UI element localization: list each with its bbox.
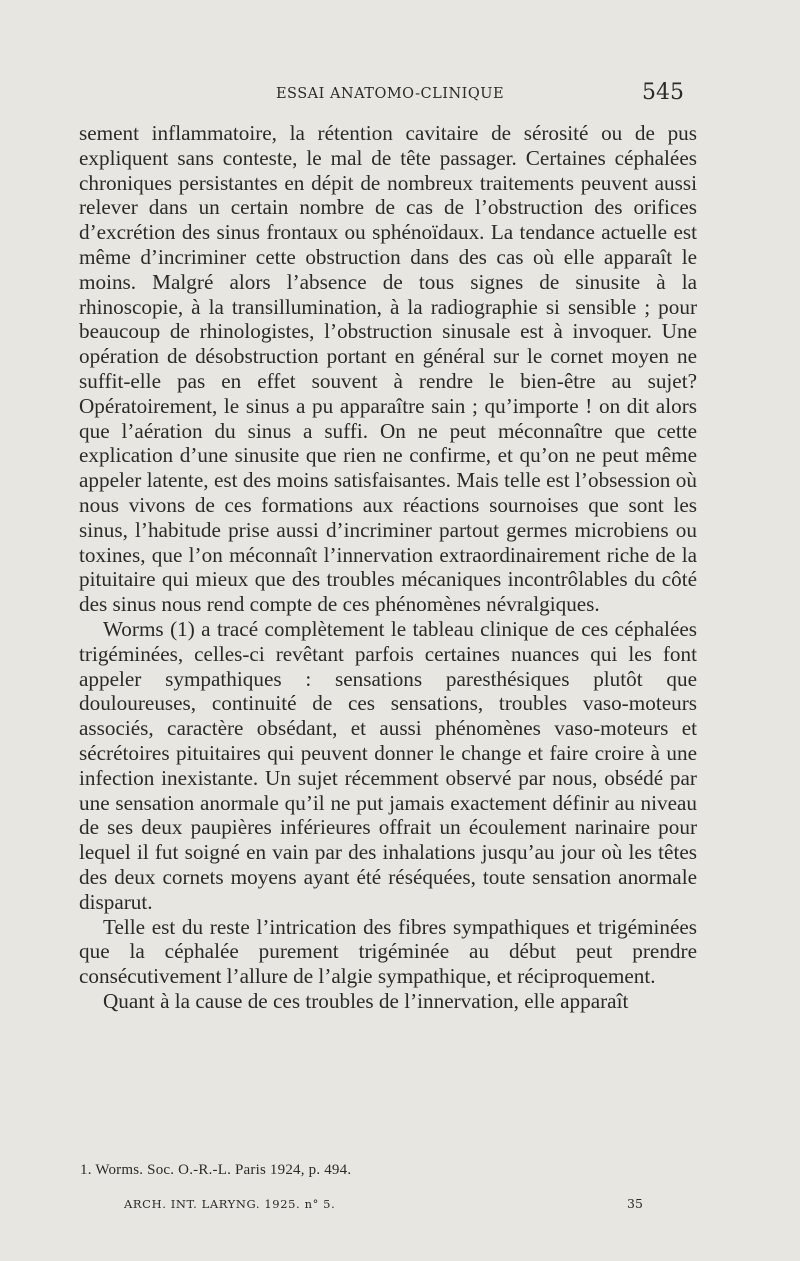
journal-signature: ARCH. INT. LARYNG. 1925. n° 5.	[124, 1197, 336, 1211]
paragraph-2: Worms (1) a tracé complètement le tableau clinique de ces céphalées trigéminées, celles-ci revêtant parfois certaines nuances qui les font appeler sympathiques : sensations paresthésiques plutôt que douloureuses, continuité de ces sensations, troubles vaso-moteurs associés, caractère obsédant, et aussi phénomènes vaso-moteurs et sécrétoires pituitaires qui peuvent donner le change et faire croire à une infection inexistante. Un sujet récemment observé par nous, obsédé par une sensation anormale qu’il ne put jamais exactement définir au niveau de ses deux paupières inférieures offrait un écoulement narinaire pour lequel il fut soigné en vain par des inhalations jusqu’au jour où les têtes des deux cornets moyens ayant été réséquées, toute sensation anormale disparut.	[79, 616, 697, 914]
paragraph-4: Quant à la cause de ces troubles de l’innervation, elle apparaît	[103, 988, 629, 1013]
sheet-number: 35	[627, 1196, 643, 1211]
body-text	[79, 121, 697, 1014]
footnote: 1. Worms. Soc. O.-R.-L. Paris 1924, p. 494.	[80, 1162, 352, 1178]
paragraph-3: Telle est du reste l’intrication des fibres sympathiques et trigéminées que la céphalée purement trigéminée au début peut prendre consécutivement l’allure de l’algie sympathique, et réciproquement.	[79, 914, 697, 989]
paragraph-1: sement inflammatoire, la rétention cavitaire de sérosité ou de pus expliquent sans conteste, le mal de tête passager. Certaines céphalées chroniques persistantes en dépit de nombreux traitements peuvent aussi relever dans un certain nombre de cas de l’obstruction des orifices d’excrétion des sinus frontaux ou sphénoïdaux. La tendance actuelle est même d’incriminer cette obstruction dans des cas où elle apparaît le moins. Malgré alors l’absence de tous signes de sinusite à la rhinoscopie, à la transillumination, à la radiographie si sensible ; pour beaucoup de rhinologistes, l’obstruction sinusale est à invoquer. Une opération de désobstruction portant en général sur le cornet moyen ne suffit-elle pas en effet souvent à rendre le bien-être au sujet? Opératoirement, le sinus a pu apparaître sain ; qu’importe ! on dit alors que l’aération du sinus a suffi. On ne peut méconnaître que cette explication d’une sinusite que rien ne confirme, et qu’on ne peut même appeler latente, est des moins satisfaisantes. Mais telle est l’obsession où nous vivons de ces formations aux réactions sournoises que sont les sinus, l’habitude prise aussi d’incriminer partout germes microbiens ou toxines, que l’on méconnaît l’innervation extraordinairement riche de la pituitaire qui mieux que des troubles mécaniques incontrôlables du côté des sinus nous rend compte de ces phénomènes névralgiques.	[79, 121, 697, 617]
page-number: 545	[642, 80, 684, 105]
running-title: ESSAI ANATOMO-CLINIQUE	[275, 86, 505, 102]
